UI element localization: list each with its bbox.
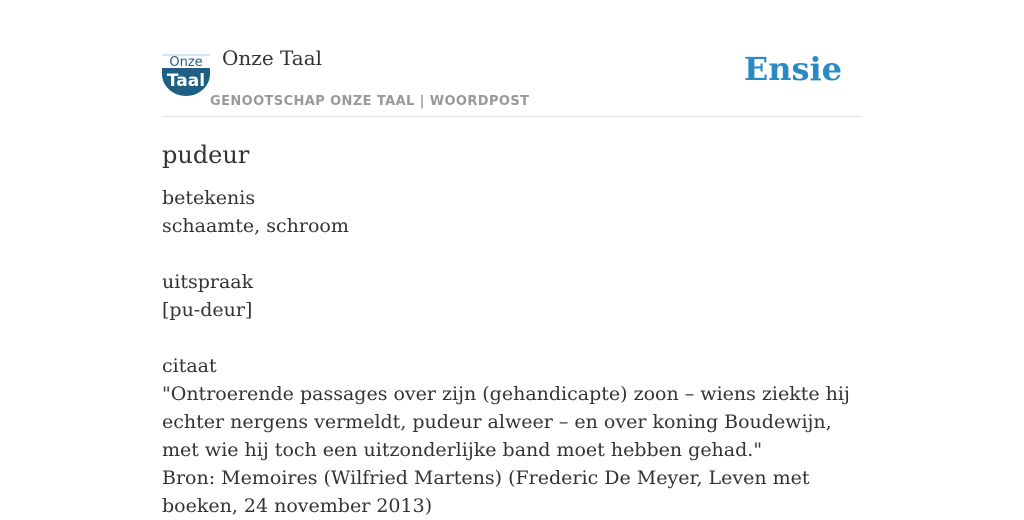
site-subtitle[interactable]: GENOOTSCHAP ONZE TAAL | WOORDPOST [210,94,530,109]
spacer [162,324,862,352]
ensie-brand-link[interactable]: Ensie [743,50,842,88]
logo-text-line2: Taal [166,71,206,91]
pronunciation-text: [pu-deur] [162,299,253,321]
site-header [162,40,862,117]
logo-icon [162,54,210,96]
site-name[interactable]: Onze Taal [222,46,323,70]
meaning-label: betekenis [162,187,256,209]
entry-body [162,184,862,520]
quote-label: citaat [162,355,217,377]
pronunciation-label: uitspraak [162,271,254,293]
meaning-text: schaamte, schroom [162,215,349,237]
quote-source: Bron: Memoires (Wilfried Martens) (Frederic De Meyer, Leven met boeken, 24 november 2013) [162,467,810,517]
quote-text: "Ontroerende passages over zijn (gehandicapte) zoon – wiens ziekte hij echter nergens vermeldt, pudeur alweer – en over koning Boudewijn, met wie hij toch een uitzonderlijke band moet hebben gehad." [162,383,850,461]
entry-title: pudeur [162,141,250,169]
spacer [162,240,862,268]
logo-text-line1: Onze [169,55,203,70]
entry-content [162,138,862,520]
onze-taal-logo[interactable] [162,54,210,96]
